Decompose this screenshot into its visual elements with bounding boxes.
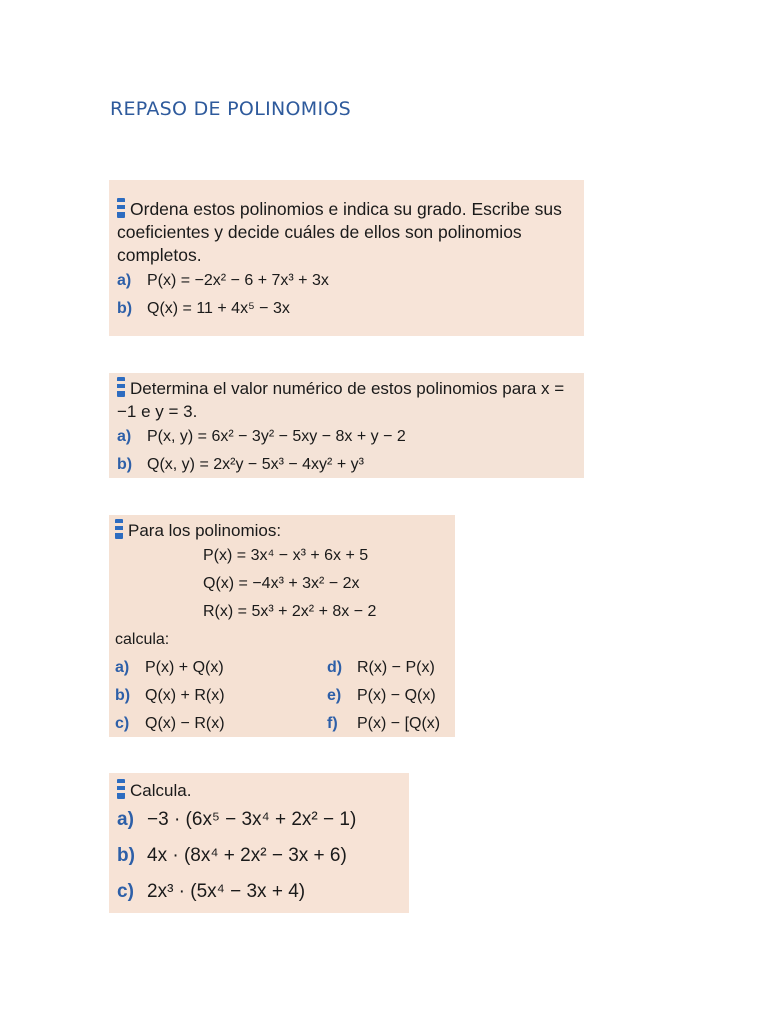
exercise-4-statement: Calcula. [117, 779, 401, 802]
exercise-4-item: c) 2x³ · (5x⁴ − 3x + 4) [117, 881, 306, 902]
exercise-marker-icon [115, 519, 123, 539]
polynomial-definition: P(x) = 3x⁴ − x³ + 6x + 5 [203, 547, 369, 564]
exercise-4-item: a) −3 · (6x⁵ − 3x⁴ + 2x² − 1) [117, 809, 357, 830]
exercise-3-items [115, 654, 447, 737]
exercise-marker-icon [117, 377, 125, 397]
exercise-2-image [109, 373, 584, 478]
polynomial-definition: Q(x) = −4x³ + 3x² − 2x [203, 575, 360, 592]
exercise-1-image [109, 180, 584, 336]
document-title: REPASO DE POLINOMIOS [110, 98, 351, 120]
exercise-3-item: c) Q(x) − R(x) [115, 715, 225, 732]
exercise-3-image [109, 515, 455, 737]
exercise-marker-icon [117, 198, 125, 218]
exercise-4-item: b) 4x · (8x⁴ + 2x² − 3x + 6) [117, 845, 347, 866]
exercise-3-item: a) P(x) + Q(x) [115, 659, 224, 676]
exercise-3-item: d) R(x) − P(x) [327, 659, 435, 676]
exercise-2-statement: Determina el valor numérico de estos polinomios para x = −1 e y = 3. [117, 379, 565, 421]
exercise-2-item: b) Q(x, y) = 2x²y − 5x³ − 4xy² + y³ [117, 456, 364, 473]
exercise-3-item: b) Q(x) + R(x) [115, 687, 225, 704]
exercise-3-item: f) P(x) − [Q(x) [327, 715, 441, 732]
exercise-1-item: a) P(x) = −2x² − 6 + 7x³ + 3x [117, 272, 329, 289]
polynomial-definition: R(x) = 5x³ + 2x² + 8x − 2 [203, 603, 377, 620]
exercise-3-item: e) P(x) − Q(x) [327, 687, 436, 704]
exercise-3-statement: Para los polinomios: [115, 519, 447, 542]
calcula-label: calcula: [115, 631, 170, 648]
exercise-1-statement: Ordena estos polinomios e indica su grado. Escribe sus coeficientes y decide cuáles de ellos son polinomios completos. [117, 199, 562, 265]
exercise-marker-icon [117, 779, 125, 799]
exercise-1-item: b) Q(x) = 11 + 4x⁵ − 3x [117, 300, 290, 317]
exercise-2-item: a) P(x, y) = 6x² − 3y² − 5xy − 8x + y − 2 [117, 428, 406, 445]
exercise-4-image [109, 773, 409, 913]
